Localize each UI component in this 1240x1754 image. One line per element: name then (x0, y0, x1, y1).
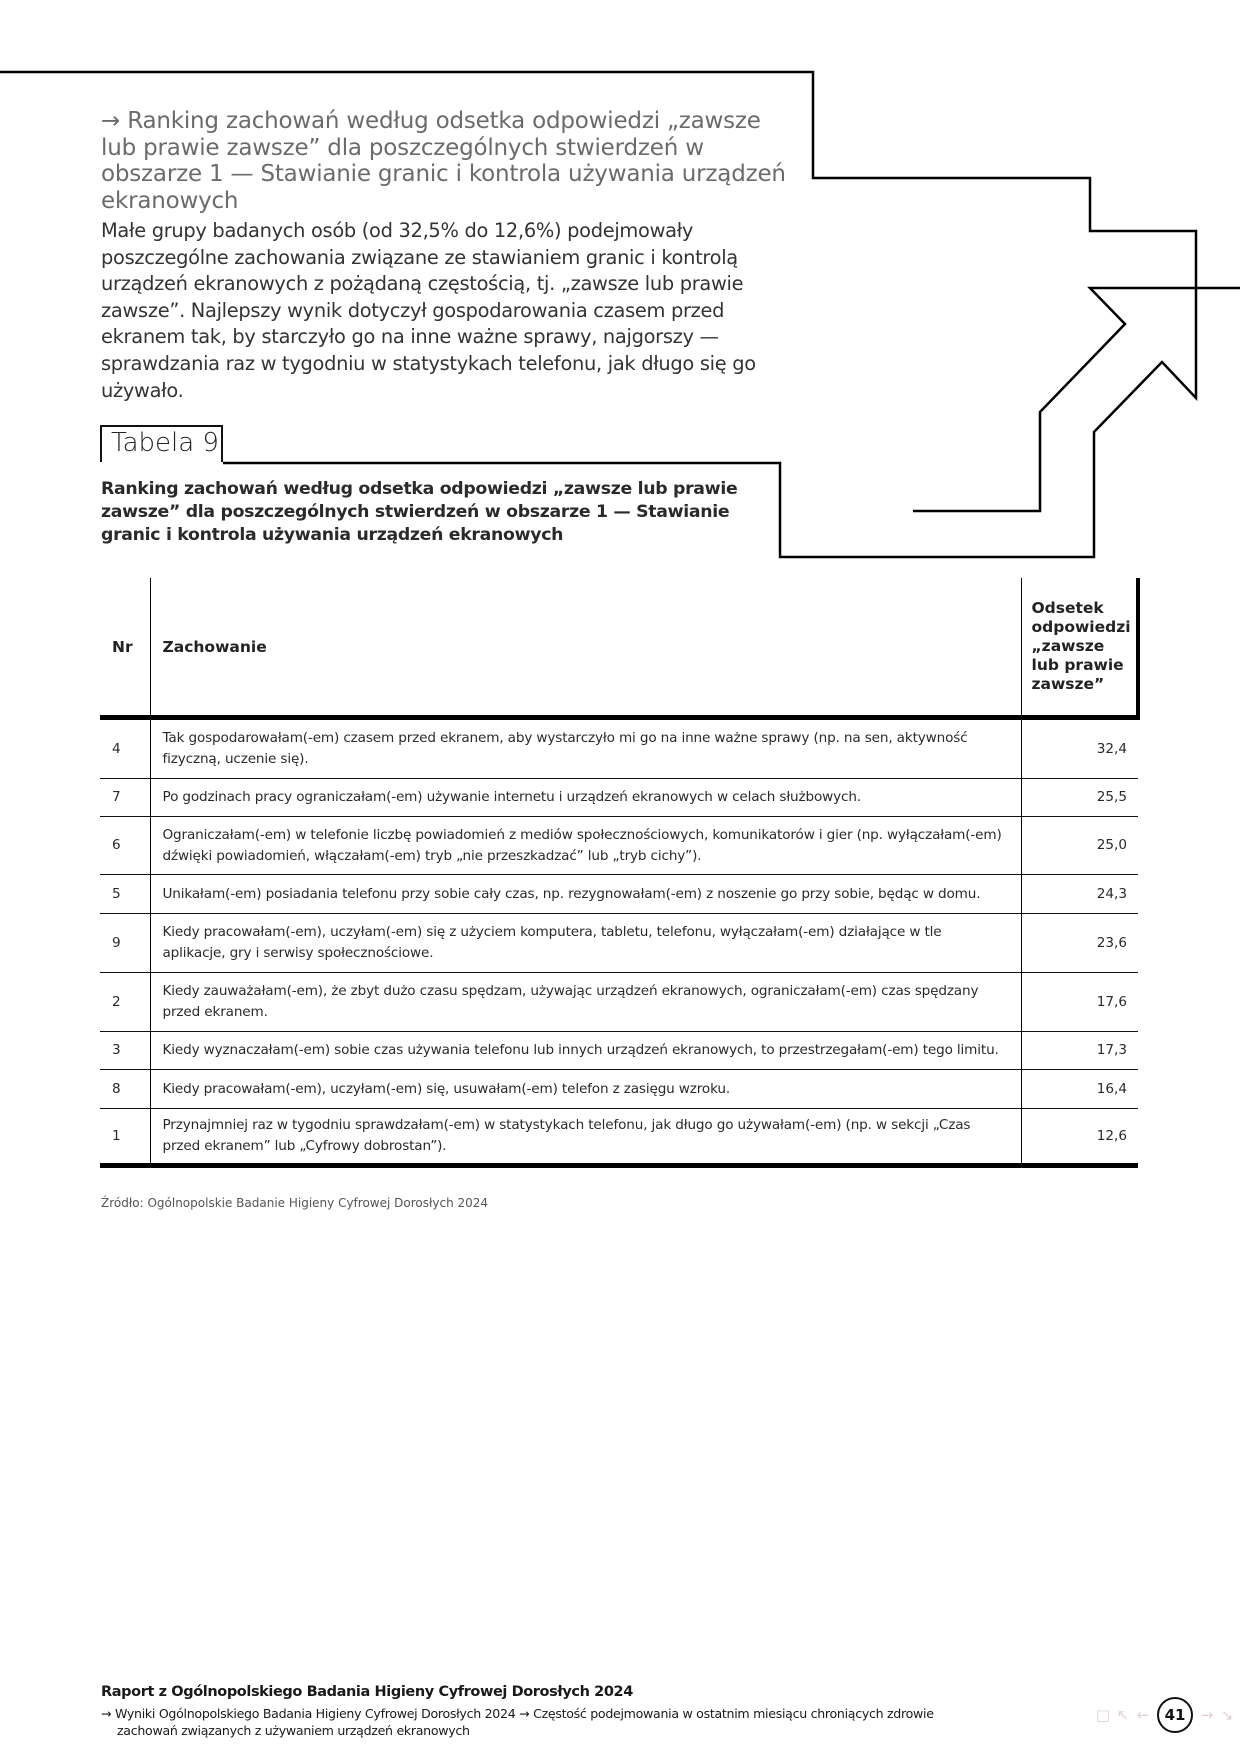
first-page-arrow-icon[interactable]: ↖ (1116, 1706, 1130, 1724)
row-behavior: Po godzinach pracy ograniczałam(-em) używanie internetu i urządzeń ekranowych w celach służbowych. (150, 779, 1021, 817)
row-number: 6 (100, 817, 150, 875)
next-page-arrow-icon[interactable]: → (1200, 1706, 1214, 1724)
table-row (100, 1109, 1138, 1166)
header-percentage: Odsetek odpowiedzi „zawsze lub prawie zawsze” (1021, 578, 1138, 718)
row-number: 5 (100, 875, 150, 914)
row-percentage: 17,6 (1021, 973, 1138, 1032)
table-row (100, 1032, 1138, 1070)
footer-report-title: Raport z Ogólnopolskiego Badania Higieny Cyfrowej Dorosłych 2024 (101, 1684, 633, 1700)
footer-breadcrumb[interactable] (101, 1706, 1001, 1739)
table-caption: Ranking zachowań według odsetka odpowiedzi „zawsze lub prawie zawsze” dla poszczególnych stwierdzeń w obszarze 1 — Stawianie granic i kontrola używania urządzeń ekranowych (101, 479, 738, 545)
footer-breadcrumb-line-1[interactable]: → Wyniki Ogólnopolskiego Badania Higieny Cyfrowej Dorosłych 2024 → Częstość podejmowania w ostatnim miesiącu chroniących zdrowie (101, 1706, 934, 1721)
row-number: 7 (100, 779, 150, 817)
table-row (100, 973, 1138, 1032)
row-number: 8 (100, 1070, 150, 1109)
row-behavior: Kiedy wyznaczałam(-em) sobie czas używania telefonu lub innych urządzeń ekranowych, to przestrzegałam(-em) tego limitu. (150, 1032, 1021, 1070)
row-percentage: 12,6 (1021, 1109, 1138, 1166)
row-behavior: Kiedy pracowałam(-em), uczyłam(-em) się z użyciem komputera, tabletu, telefonu, wyłączałam(-em) działające w tle aplikacje, gry i serwisy społecznościowe. (150, 914, 1021, 973)
header-behavior: Zachowanie (150, 578, 1021, 718)
intro-paragraph: Małe grupy badanych osób (od 32,5% do 12,6%) podejmowały poszczególne zachowania związane ze stawianiem granic i kontrolą urządzeń ekranowych z pożądaną częstością, tj. „zawsze lub prawie zawsze”. Najlepszy wynik dotyczył gospodarowania czasem przed ekranem tak, by starczyło go na inne ważne sprawy, najgorszy — sprawdzania raz w tygodniu w statystykach telefonu, jak długo się go używało. (101, 219, 756, 402)
row-percentage: 23,6 (1021, 914, 1138, 973)
row-percentage: 17,3 (1021, 1032, 1138, 1070)
table-row (100, 718, 1138, 779)
row-number: 3 (100, 1032, 150, 1070)
section-heading (101, 108, 801, 214)
row-percentage: 24,3 (1021, 875, 1138, 914)
ranking-table (100, 578, 1140, 1168)
row-percentage: 32,4 (1021, 718, 1138, 779)
row-percentage: 25,5 (1021, 779, 1138, 817)
previous-page-arrow-icon[interactable]: ← (1136, 1706, 1150, 1724)
page-number: 41 (1157, 1697, 1193, 1733)
last-page-arrow-icon[interactable]: ↘ (1220, 1706, 1234, 1724)
table-row (100, 875, 1138, 914)
row-behavior: Unikałam(-em) posiadania telefonu przy sobie cały czas, np. rezygnowałam(-em) z noszenie go przy sobie, będąc w domu. (150, 875, 1021, 914)
home-square-icon[interactable]: □ (1095, 1706, 1111, 1724)
page-navigation (1093, 1697, 1237, 1733)
table-row (100, 779, 1138, 817)
row-number: 9 (100, 914, 150, 973)
arrow-right-icon: → (101, 108, 121, 134)
table-body (100, 718, 1138, 1166)
row-behavior: Kiedy zauważałam(-em), że zbyt dużo czasu spędzam, używając urządzeń ekranowych, ograniczałam(-em) czas spędzany przed ekranem. (150, 973, 1021, 1032)
row-behavior: Tak gospodarowałam(-em) czasem przed ekranem, aby wystarczyło mi go na inne ważne sprawy (np. na sen, aktywność fizyczną, uczenie się). (150, 718, 1021, 779)
source-note: Źródło: Ogólnopolskie Badanie Higieny Cyfrowej Dorosłych 2024 (101, 1196, 489, 1210)
header-nr: Nr (100, 578, 150, 718)
row-number: 4 (112, 740, 121, 757)
arrow-line-inner (913, 288, 1240, 511)
table-row (100, 914, 1138, 973)
row-behavior: Kiedy pracowałam(-em), uczyłam(-em) się, usuwałam(-em) telefon z zasięgu wzroku. (150, 1070, 1021, 1109)
section-heading-text: Ranking zachowań według odsetka odpowiedzi „zawsze lub prawie zawsze” dla poszczególnych stwierdzeń w obszarze 1 — Stawianie granic i kontrola używania urządzeń ekranowych (101, 108, 786, 214)
row-behavior: Ograniczałam(-em) w telefonie liczbę powiadomień z mediów społecznościowych, komunikatorów i gier (np. wyłączałam(-em) dźwięki powiadomień, włączałam(-em) tryb „nie przeszkadzać” lub „tryb cichy”). (150, 817, 1021, 875)
table-header-row (100, 578, 1138, 718)
row-number: 2 (100, 973, 150, 1032)
row-percentage: 25,0 (1021, 817, 1138, 875)
row-behavior: Przynajmniej raz w tygodniu sprawdzałam(-em) w statystykach telefonu, jak długo go używałam(-em) (np. w sekcji „Czas przed ekranem” lub „Cyfrowy dobrostan”). (150, 1109, 1021, 1166)
row-percentage: 16,4 (1021, 1070, 1138, 1109)
table-label: Tabela 9 (100, 425, 223, 462)
table-row (100, 1070, 1138, 1109)
row-number: 1 (100, 1109, 150, 1166)
footer-breadcrumb-line-2[interactable]: zachowań związanych z używaniem urządzeń ekranowych (117, 1722, 470, 1738)
table-row (100, 817, 1138, 875)
